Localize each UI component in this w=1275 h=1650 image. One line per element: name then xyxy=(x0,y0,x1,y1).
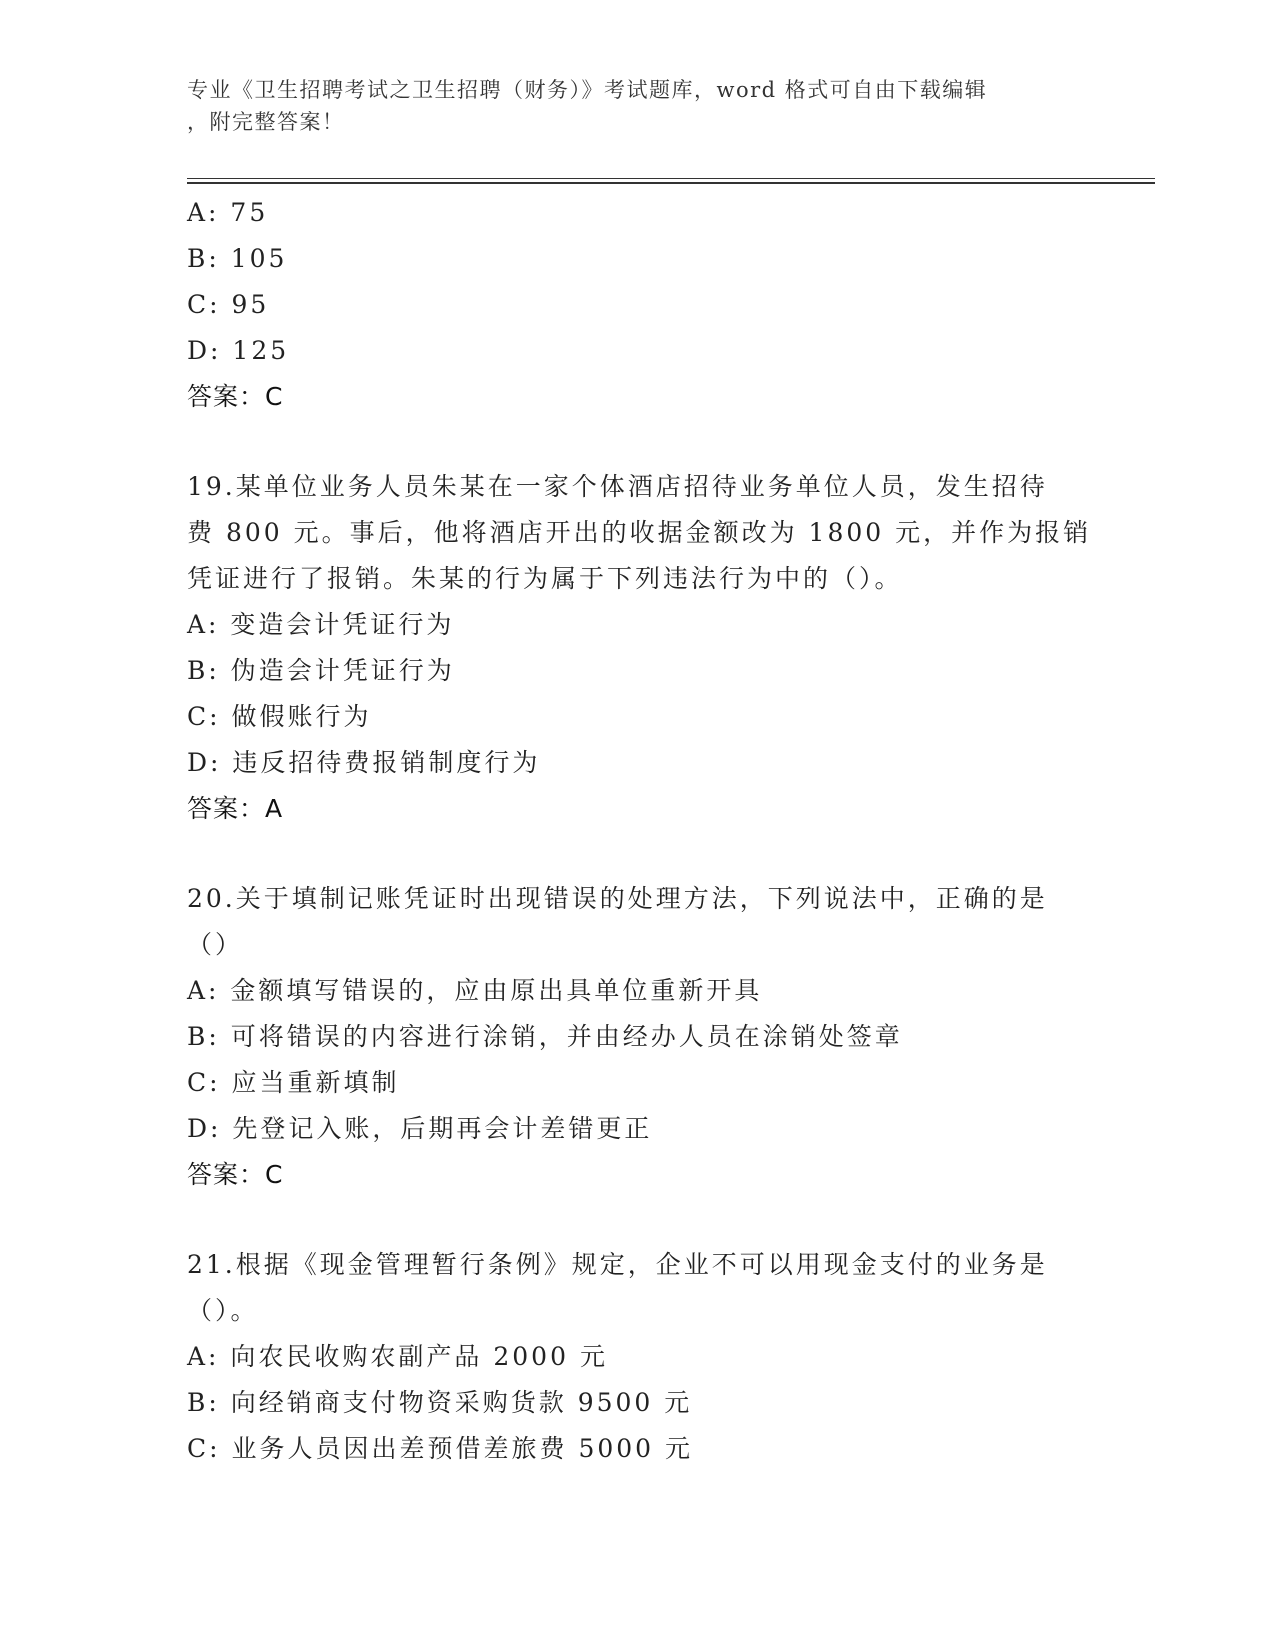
option-b: B: 伪造会计凭证行为 xyxy=(187,656,455,685)
option-c: C: 95 xyxy=(187,290,270,319)
option-d: D: 125 xyxy=(187,336,290,365)
option-d: D: 违反招待费报销制度行为 xyxy=(187,748,541,777)
option-a: A: 金额填写错误的，应由原出具单位重新开具 xyxy=(187,976,763,1005)
question-19 xyxy=(187,464,1092,832)
option-d: D: 先登记入账，后期再会计差错更正 xyxy=(187,1114,653,1143)
question-text-line: 20.关于填制记账凭证时出现错误的处理方法，下列说法中，正确的是 xyxy=(187,884,1048,913)
answer: 答案：C xyxy=(187,1160,284,1189)
answer: 答案：C xyxy=(187,382,284,411)
option-c: C: 应当重新填制 xyxy=(187,1068,400,1097)
document-body xyxy=(187,190,1092,1472)
question-21 xyxy=(187,1242,1087,1472)
header-divider-thick xyxy=(187,182,1155,184)
option-c: C: 业务人员因出差预借差旅费 5000 元 xyxy=(187,1434,694,1463)
header-divider-thin xyxy=(187,178,1155,179)
option-b: B: 可将错误的内容进行涂销，并由经办人员在涂销处签章 xyxy=(187,1022,903,1051)
answer: 答案：A xyxy=(187,794,284,823)
prev-question xyxy=(187,190,1087,420)
question-text-line: 凭证进行了报销。朱某的行为属于下列违法行为中的（）。 xyxy=(187,564,903,593)
option-b: B: 105 xyxy=(187,244,288,273)
option-a: A: 向农民收购农副产品 2000 元 xyxy=(187,1342,608,1371)
header-line-1: 专业《卫生招聘考试之卫生招聘（财务）》考试题库，word 格式可自由下载编辑 xyxy=(187,78,988,102)
question-20 xyxy=(187,876,1087,1198)
question-text-line: 21.根据《现金管理暂行条例》规定，企业不可以用现金支付的业务是 xyxy=(187,1250,1048,1279)
option-a: A: 75 xyxy=(187,198,269,227)
option-c: C: 做假账行为 xyxy=(187,702,372,731)
header-line-2: ，附完整答案！ xyxy=(187,110,345,134)
option-a: A: 变造会计凭证行为 xyxy=(187,610,455,639)
option-b: B: 向经销商支付物资采购货款 9500 元 xyxy=(187,1388,693,1417)
document-header xyxy=(187,74,1087,138)
question-text-line: 19.某单位业务人员朱某在一家个体酒店招待业务单位人员，发生招待 xyxy=(187,472,1048,501)
question-text-line: （）。 xyxy=(187,1296,259,1325)
question-text-line: 费 800 元。事后，他将酒店开出的收据金额改为 1800 元，并作为报销 xyxy=(187,518,1092,547)
question-text-line: （） xyxy=(187,930,244,959)
